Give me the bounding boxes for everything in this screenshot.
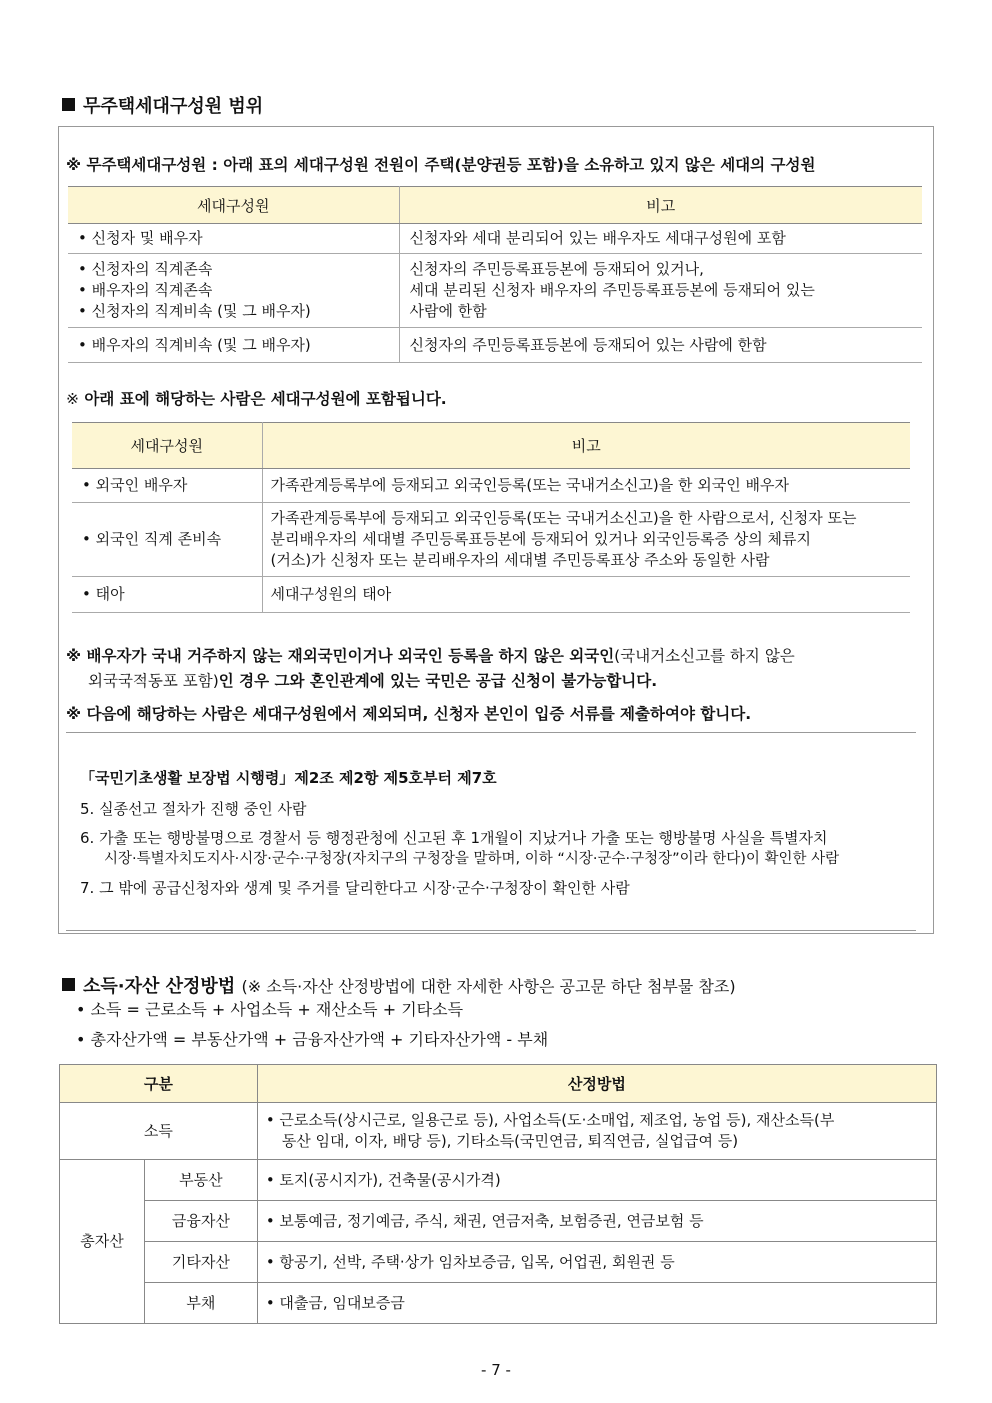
included-member-table [72,422,910,613]
table-cell: 부채 [144,1283,257,1324]
remark-text: 세대구성원의 태아 [270,585,392,603]
header-method: 산정방법 [257,1065,936,1103]
law-items [80,799,920,899]
table-cell [399,254,922,328]
remark-text: 사람에 한함 [409,302,487,320]
table-cell [399,328,922,363]
remark-text: 분리배우자의 세대별 주민등록표등본에 등재되어 있거나 외국인등록증 상의 체류지 [270,530,812,548]
list-item: 5. 실종선고 절차가 진행 중인 사람 [80,800,307,818]
formula-assets: • 총자산가액 = 부동산가액 + 금융자산가액 + 기타자산가액 - 부채 [76,1030,549,1049]
section1-title [62,92,263,118]
note2-text: 아래 표에 해당하는 사람은 세대구성원에 포함됩니다. [84,390,447,408]
remark-text: 신청자와 세대 분리되어 있는 배우자도 세대구성원에 포함 [409,229,786,247]
table-cell [262,503,910,577]
income-asset-table [59,1064,937,1324]
table-cell [262,469,910,503]
table-cell: • 항공기, 선박, 주택·상가 임차보증금, 입목, 어업권, 회원권 등 [257,1242,936,1283]
table-cell: 총자산 [60,1160,145,1324]
table-cell: 기타자산 [144,1242,257,1283]
note2-mark: ※ [66,390,79,408]
square-bullet-icon [62,98,75,111]
household-member-table [68,186,922,363]
table-cell: • 보통예금, 정기예금, 주식, 채권, 연금저축, 보험증권, 연금보험 등 [257,1201,936,1242]
list-item: 6. 가출 또는 행방불명으로 경찰서 등 행정관청에 신고된 후 1개월이 지났거나 가출 또는 행방불명 사실을 특별자치 [80,829,828,847]
method-text: 동산 임대, 이자, 배당 등), 기타소득(국민연금, 퇴직연금, 실업급여 등) [281,1132,739,1150]
remark-text: 가족관계등록부에 등재되고 외국인등록(또는 국내거소신고)을 한 외국인 배우자 [270,476,789,494]
section2-title-text: 소득·자산 산정방법 [83,976,236,997]
divider [66,732,916,733]
member-item: • 배우자의 직계존속 [78,280,389,301]
section2-title [62,972,736,998]
section1-title-text: 무주택세대구성원 범위 [83,96,264,117]
table-cell [72,577,262,613]
header-remark: 비고 [262,423,910,469]
law-title: 「국민기초생활 보장법 시행령」제2조 제2항 제5호부터 제7호 [80,769,497,787]
header-member: 세대구성원 [72,423,262,469]
list-item: 시장·특별자치도지사·시장·군수·구청장(자치구의 구청장을 말하며, 이하 “시장·군수·구청장”이라 한다)이 확인한 사람 [104,851,840,867]
member-item: • 태아 [82,584,252,605]
header-category: 구분 [60,1065,258,1103]
formula-income: • 소득 = 근로소득 + 사업소득 + 재산소득 + 기타소득 [76,1000,464,1019]
table-cell [68,254,399,328]
page-number: - 7 - [481,1361,511,1379]
table-cell [257,1103,936,1160]
remark-text: (거소)가 신청자 또는 분리배우자의 세대별 주민등록표상 주소와 동일한 사람 [270,551,770,569]
table-cell [262,577,910,613]
section2-title-note: (※ 소득·자산 산정방법에 대한 자세한 사항은 공고문 하단 첨부물 참조) [241,977,736,996]
list-item: 7. 그 밖에 공급신청자와 생계 및 주거를 달리한다고 시장·군수·구청장이 확인한 사람 [80,879,630,897]
table-cell [68,328,399,363]
remark-text: 가족관계등록부에 등재되고 외국인등록(또는 국내거소신고)을 한 사람으로서, 신청자 또는 [270,509,857,527]
table-cell: 부동산 [144,1160,257,1201]
member-item: • 배우자의 직계비속 (및 그 배우자) [78,335,389,356]
note3 [66,646,926,692]
table-cell [72,503,262,577]
remark-text: 신청자의 주민등록표등본에 등재되어 있거나, [409,260,704,278]
member-item: • 신청자 및 배우자 [78,228,389,249]
note3-bold-a: ※ 배우자가 국내 거주하지 않는 재외국민이거나 외국인 등록을 하지 않은 외국인 [66,647,615,665]
table-cell [68,224,399,254]
remark-text: 세대 분리된 신청자 배우자의 주민등록표등본에 등재되어 있는 [409,281,815,299]
divider [66,930,916,931]
square-bullet-icon [62,978,75,991]
note4: ※ 다음에 해당하는 사람은 세대구성원에서 제외되며, 신청자 본인이 입증 서류를 제출하여야 합니다. [66,705,752,723]
table-cell: 금융자산 [144,1201,257,1242]
note3-normal-b: (국내거소신고를 하지 않은 [614,647,795,665]
table-cell: • 토지(공시지가), 건축물(공시가격) [257,1160,936,1201]
table-cell: • 대출금, 임대보증금 [257,1283,936,1324]
member-item: • 신청자의 직계존속 [78,259,389,280]
member-item: • 외국인 배우자 [82,475,252,496]
method-text: • 근로소득(상시근로, 일용근로 등), 사업소득(도·소매업, 제조업, 농업 등), 재산소득(부 [265,1111,835,1129]
table-cell: 소득 [60,1103,258,1160]
table-cell [72,469,262,503]
header-remark: 비고 [399,187,922,224]
table-cell [399,224,922,254]
member-item: • 외국인 직계 존비속 [82,529,252,550]
note3-normal-c: 외국국적동포 포함) [88,672,219,690]
note2 [66,387,447,409]
member-item: • 신청자의 직계비속 (및 그 배우자) [78,301,389,322]
remark-text: 신청자의 주민등록표등본에 등재되어 있는 사람에 한함 [409,335,767,354]
note1: ※ 무주택세대구성원 : 아래 표의 세대구성원 전원이 주택(분양권등 포함)을 소유하고 있지 않은 세대의 구성원 [66,156,816,174]
note3-bold-d: 인 경우 그와 혼인관계에 있는 국민은 공급 신청이 불가능합니다. [218,672,658,690]
header-member: 세대구성원 [68,187,399,224]
